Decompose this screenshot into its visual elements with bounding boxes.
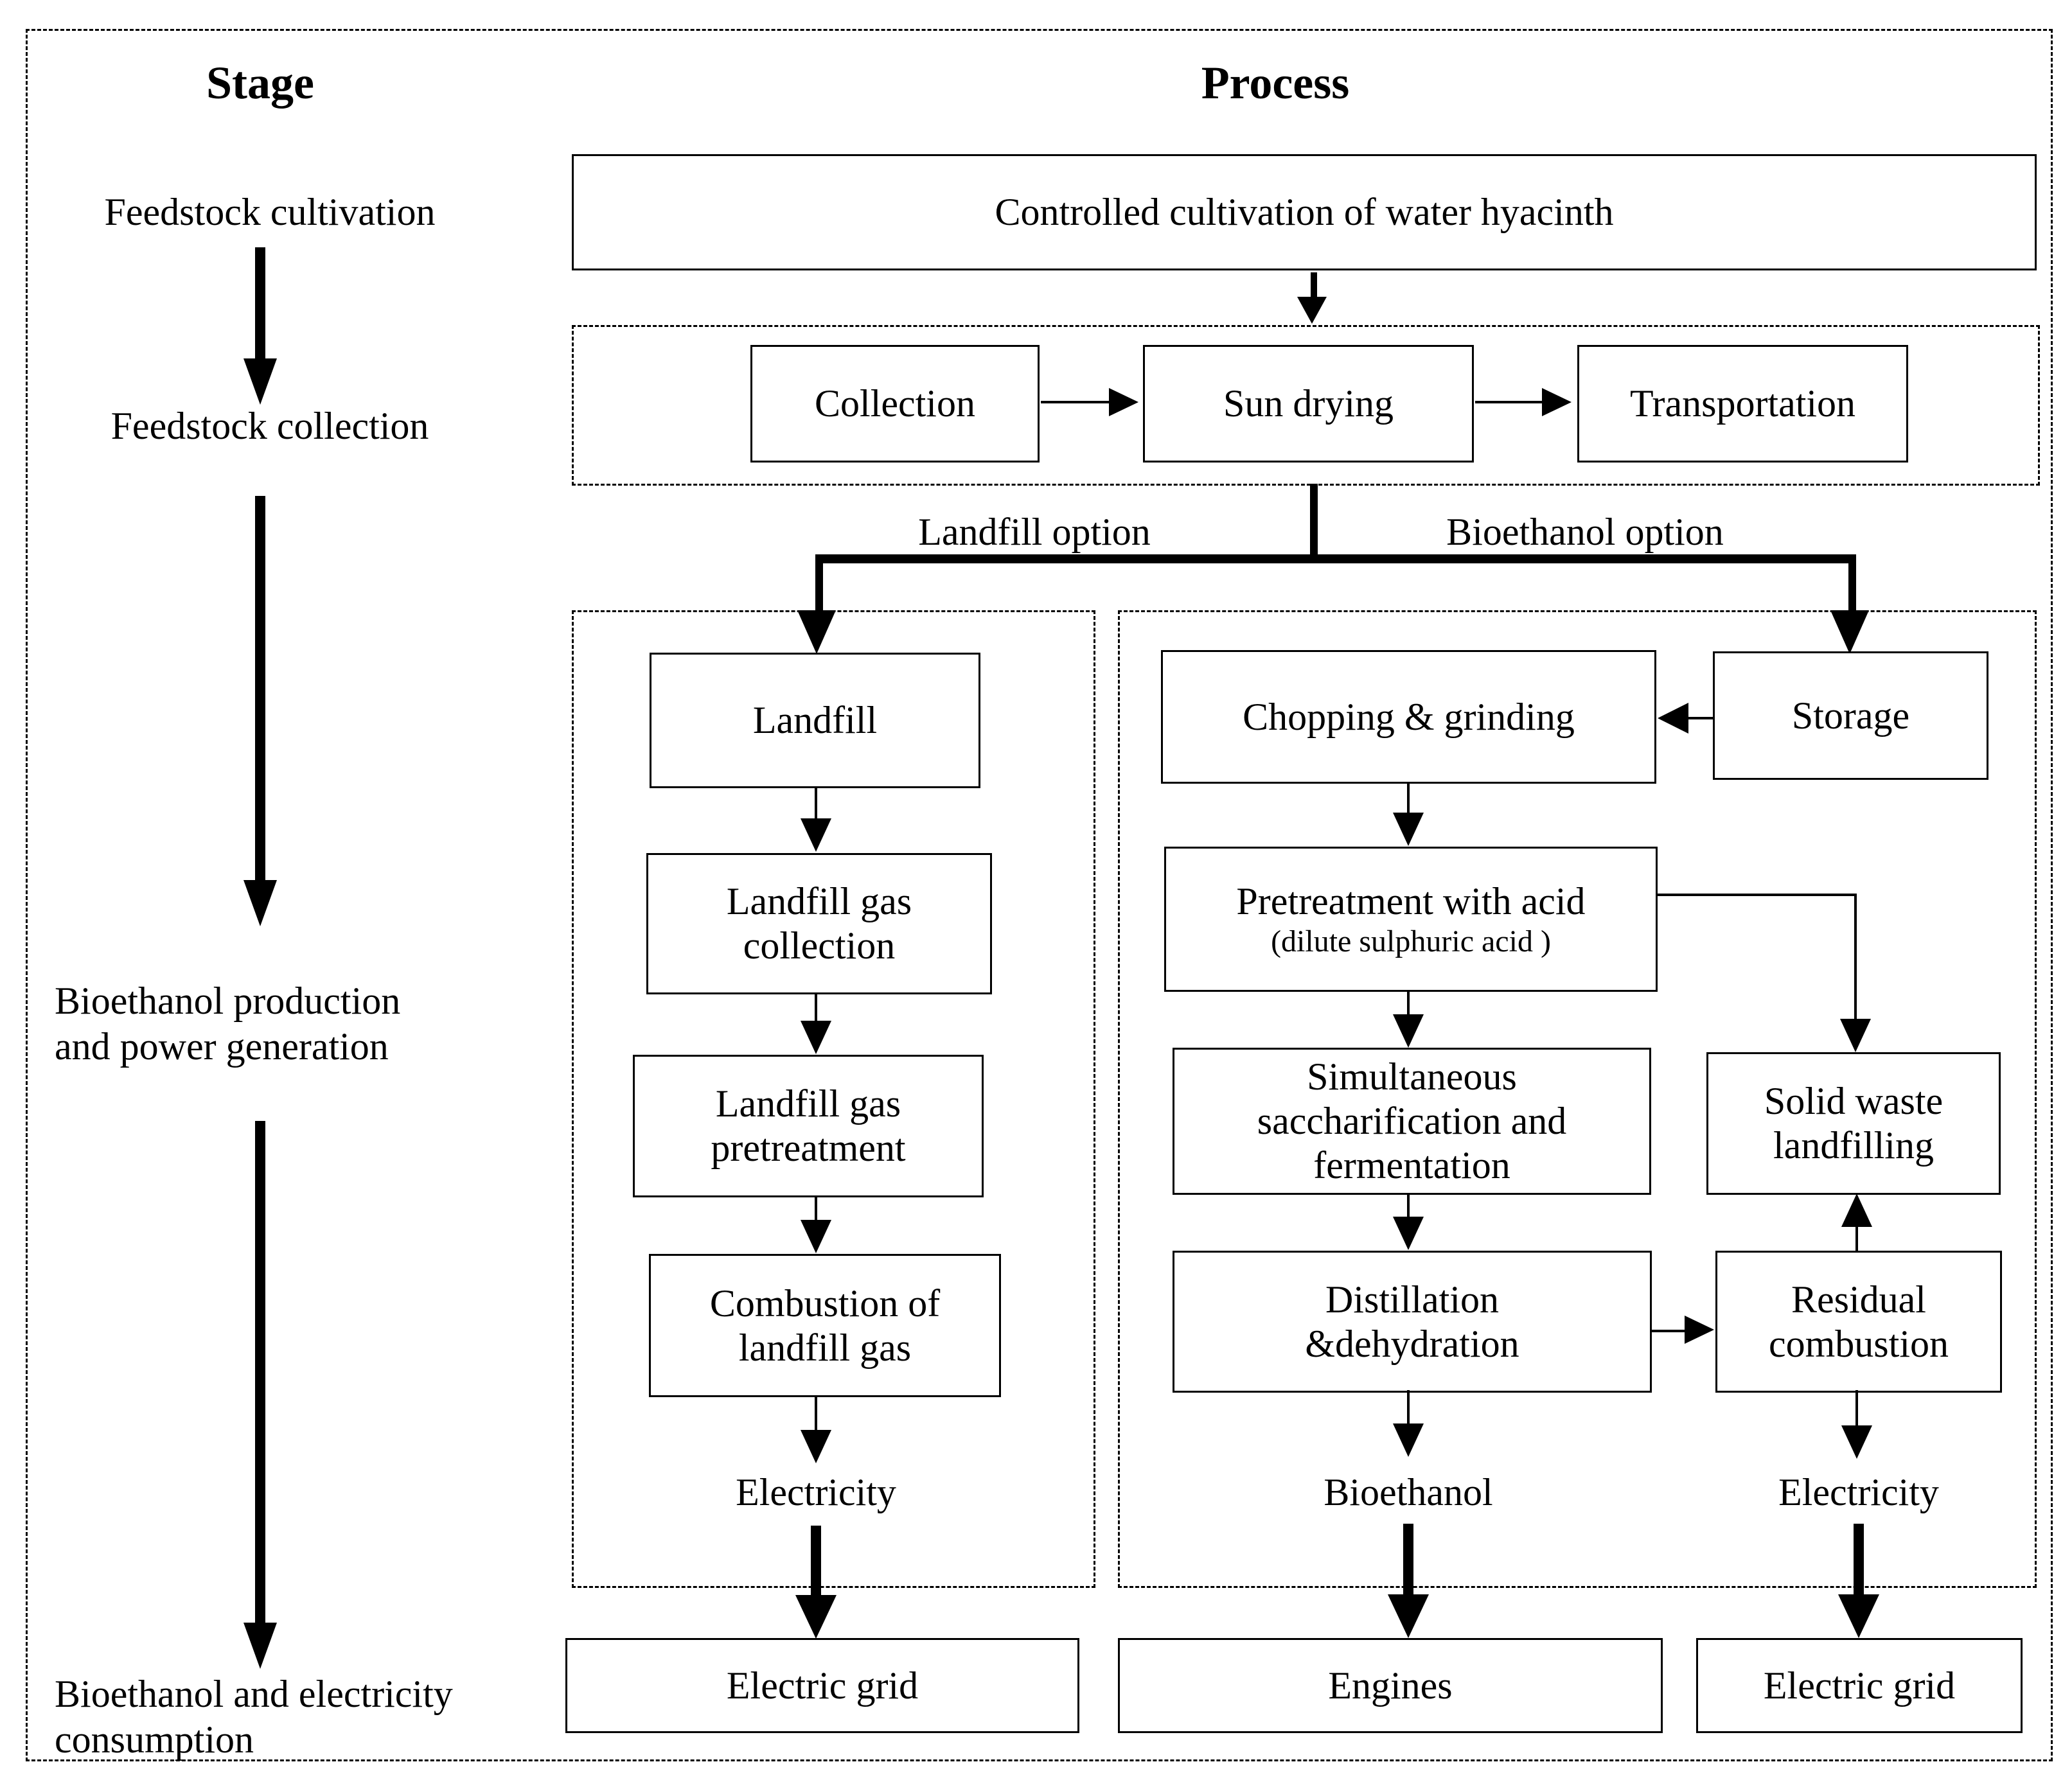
solid-waste-box (1706, 1052, 2001, 1195)
branch-stem-line (1310, 484, 1318, 556)
stage-arrow-1-line (255, 247, 265, 360)
stage-arrow-3-arrowhead (244, 1623, 277, 1669)
ssf-line2: saccharification and (1257, 1100, 1567, 1142)
landfill-gas-collection-line1: Landfill gas (726, 880, 912, 922)
bioethanol-label: Bioethanol (1324, 1471, 1493, 1513)
chopping-to-acid-arrowhead (1393, 813, 1424, 846)
storage-box (1713, 651, 1988, 780)
electricity-right-label: Electricity (1778, 1471, 1939, 1513)
pretreatment-to-combustion-arrowhead (801, 1220, 831, 1253)
landfill-label: Landfill (752, 699, 878, 741)
acid-pretreatment-line2: (dilute sulphuric acid ) (1271, 924, 1551, 958)
residual-to-electricity-line (1855, 1390, 1858, 1425)
chopping-grinding-box (1161, 650, 1656, 784)
combustion-to-electricity-line (815, 1395, 817, 1430)
acid-pretreatment-line1: Pretreatment with acid (1236, 879, 1586, 922)
solid-waste-line1: Solid waste (1764, 1080, 1944, 1122)
landfill-to-gascollection-line (815, 786, 817, 818)
chopping-grinding-label: Chopping & grinding (1243, 695, 1575, 738)
bioethanol-to-engines-line (1403, 1524, 1413, 1596)
collection-label: Collection (815, 382, 975, 425)
stage-label-consumption (55, 1671, 569, 1763)
distillation-to-residual-arrowhead (1685, 1316, 1714, 1344)
storage-label: Storage (1791, 694, 1910, 737)
acid-to-solidwaste-vline (1854, 894, 1857, 1019)
acid-to-solidwaste-hline (1656, 894, 1857, 896)
landfill-gas-pretreatment-box (633, 1055, 984, 1197)
electricity-to-grid-left-line (811, 1526, 821, 1596)
electricity-to-grid-left-arrowhead (795, 1595, 837, 1639)
ssf-box (1173, 1048, 1651, 1195)
branch-right-drop-line (1848, 554, 1856, 612)
bioethanol-to-engines-arrowhead (1388, 1594, 1429, 1638)
combustion-line2: landfill gas (738, 1326, 912, 1369)
bioethanol-option-label: Bioethanol option (1446, 511, 1724, 553)
electricity-to-grid-right-line (1854, 1524, 1864, 1596)
ssf-line1: Simultaneous (1307, 1055, 1517, 1098)
residual-to-solidwaste-line (1855, 1227, 1858, 1251)
combustion-line1: Combustion of (709, 1282, 941, 1325)
acid-to-ssf-arrowhead (1393, 1014, 1424, 1048)
chopping-to-acid-line (1407, 782, 1410, 813)
stage-label-feedstock-collection: Feedstock collection (111, 405, 429, 447)
cultivation-to-collection-line (1311, 272, 1317, 298)
sun-drying-label: Sun drying (1223, 382, 1394, 425)
storage-to-chopping-arrowhead (1658, 703, 1688, 734)
solid-waste-line2: landfilling (1773, 1124, 1934, 1167)
sun-drying-box (1143, 345, 1474, 463)
distillation-line2: &dehydration (1305, 1322, 1519, 1365)
pretreatment-to-combustion-line (815, 1195, 817, 1220)
transportation-box (1577, 345, 1908, 463)
collection-box (750, 345, 1040, 463)
acid-to-solidwaste-arrowhead (1840, 1019, 1871, 1052)
residual-to-electricity-arrowhead (1841, 1425, 1872, 1459)
landfill-gas-pretreatment-line1: Landfill gas (715, 1082, 901, 1125)
stage-label-production (55, 978, 543, 1070)
collection-to-sundrying-line (1041, 401, 1109, 403)
controlled-cultivation-box (572, 154, 2037, 270)
stage-arrow-1-arrowhead (244, 358, 277, 405)
process-column-header: Process (1201, 57, 1350, 109)
combustion-box (649, 1254, 1001, 1397)
stage-column-header: Stage (206, 57, 314, 109)
stage-arrow-3-line (255, 1121, 265, 1624)
residual-combustion-line1: Residual (1791, 1278, 1926, 1321)
landfill-gas-pretreatment-line2: pretreatment (711, 1127, 906, 1169)
branch-left-drop-line (815, 554, 823, 612)
controlled-cultivation-label: Controlled cultivation of water hyacinth (995, 191, 1614, 233)
electric-grid-left-label: Electric grid (726, 1664, 919, 1707)
sundrying-to-transportation-arrowhead (1542, 388, 1572, 416)
storage-to-chopping-line (1688, 717, 1713, 719)
engines-label: Engines (1328, 1664, 1453, 1707)
stage-label-production-line2: and power generation (55, 1025, 389, 1068)
combustion-to-electricity-arrowhead (801, 1430, 831, 1463)
landfill-option-label: Landfill option (918, 511, 1151, 553)
transportation-label: Transportation (1629, 382, 1856, 425)
ssf-line3: fermentation (1313, 1144, 1510, 1186)
electric-grid-left-box (565, 1638, 1079, 1733)
landfill-to-gascollection-arrowhead (801, 818, 831, 852)
distillation-to-residual-line (1650, 1330, 1685, 1332)
acid-to-ssf-line (1407, 990, 1410, 1014)
sundrying-to-transportation-line (1475, 401, 1542, 403)
electricity-to-grid-right-arrowhead (1838, 1594, 1879, 1638)
distillation-line1: Distillation (1325, 1278, 1499, 1321)
landfill-box (650, 653, 980, 788)
branch-horizontal-line (815, 554, 1856, 563)
distillation-to-bioethanol-arrowhead (1393, 1423, 1424, 1457)
distillation-to-bioethanol-line (1407, 1390, 1410, 1423)
ssf-to-distillation-line (1407, 1193, 1410, 1217)
residual-combustion-box (1715, 1251, 2002, 1393)
collection-to-sundrying-arrowhead (1109, 388, 1138, 416)
residual-combustion-line2: combustion (1769, 1322, 1949, 1365)
stage-label-feedstock-cultivation: Feedstock cultivation (104, 191, 436, 233)
electric-grid-right-label: Electric grid (1763, 1664, 1956, 1707)
stage-label-consumption-line2: consumption (55, 1718, 254, 1761)
acid-pretreatment-box (1164, 847, 1658, 992)
engines-box (1118, 1638, 1663, 1733)
landfill-gas-collection-box (646, 853, 992, 994)
ssf-to-distillation-arrowhead (1393, 1217, 1424, 1250)
stage-arrow-2-line (255, 496, 265, 881)
landfill-gas-collection-line2: collection (743, 924, 896, 967)
distillation-box (1173, 1251, 1652, 1393)
stage-arrow-2-arrowhead (244, 880, 277, 926)
electric-grid-right-box (1696, 1638, 2023, 1733)
electricity-left-label: Electricity (736, 1471, 896, 1513)
gascollection-to-pretreatment-arrowhead (801, 1021, 831, 1054)
cultivation-to-collection-arrowhead (1297, 297, 1327, 324)
gascollection-to-pretreatment-line (815, 992, 817, 1021)
stage-label-consumption-line1: Bioethanol and electricity (55, 1673, 453, 1715)
stage-label-production-line1: Bioethanol production (55, 980, 401, 1022)
residual-to-solidwaste-arrowhead (1841, 1194, 1872, 1227)
